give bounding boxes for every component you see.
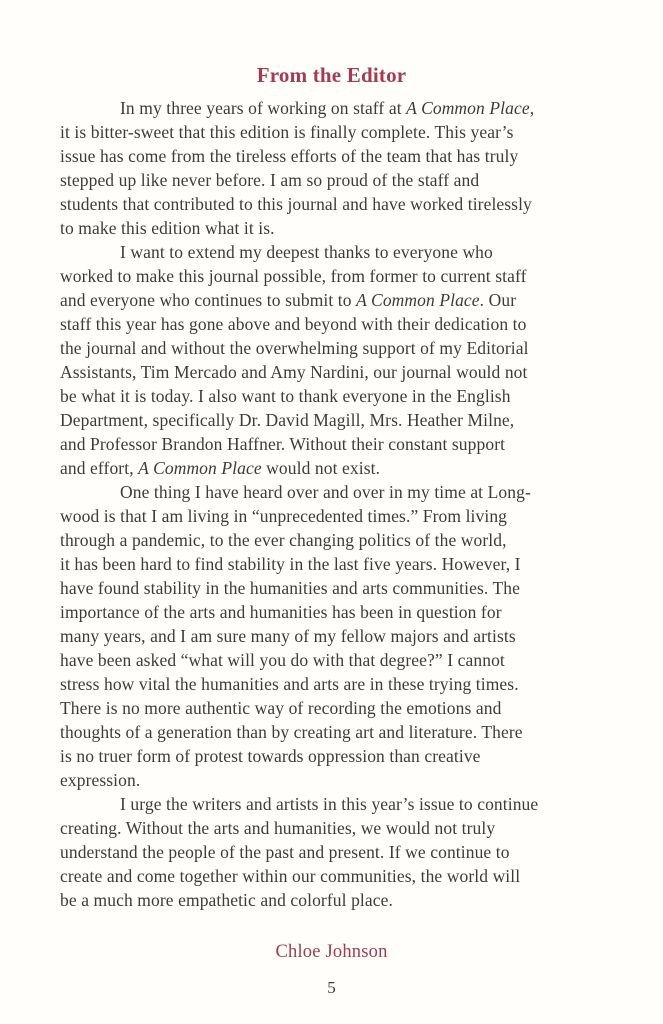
text-line — [60, 720, 605, 744]
text-run: is no truer form of protest towards oppression than creative — [60, 746, 481, 766]
text-line — [60, 168, 605, 192]
text-line — [60, 672, 605, 696]
text-line — [60, 792, 605, 816]
text-line — [60, 408, 605, 432]
text-run: it has been hard to find stability in the last five years. However, I — [60, 554, 521, 574]
text-line — [60, 744, 605, 768]
text-run: stress how vital the humanities and arts are in these trying times. — [60, 674, 519, 694]
paragraph — [60, 240, 605, 480]
text-run: importance of the arts and humanities has been in question for — [60, 602, 502, 622]
text-line — [60, 624, 605, 648]
text-run: many years, and I am sure many of my fellow majors and artists — [60, 626, 516, 646]
text-run: through a pandemic, to the ever changing politics of the world, — [60, 530, 507, 550]
text-line — [60, 384, 605, 408]
text-line — [60, 600, 605, 624]
text-line — [60, 216, 605, 240]
text-run: Department, specifically Dr. David Magill, Mrs. Heather Milne, — [60, 410, 515, 430]
text-line — [60, 768, 605, 792]
text-line — [60, 432, 605, 456]
text-run: stepped up like never before. I am so proud of the staff and — [60, 170, 480, 190]
text-run: be what it is today. I also want to thank everyone in the English — [60, 386, 511, 406]
text-line — [60, 504, 605, 528]
letter-body — [0, 96, 663, 912]
text-line — [60, 360, 605, 384]
text-run: There is no more authentic way of recording the emotions and — [60, 698, 502, 718]
text-run: to make this edition what it is. — [60, 218, 275, 238]
text-run: the journal and without the overwhelming support of my Editorial — [60, 338, 529, 358]
text-line — [60, 96, 605, 120]
text-line — [60, 120, 605, 144]
paragraph — [60, 792, 605, 912]
text-line — [60, 312, 605, 336]
text-run: wood is that I am living in “unprecedented times.” From living — [60, 506, 508, 526]
text-run: In my three years of working on staff at — [120, 98, 407, 118]
text-run: Assistants, Tim Mercado and Amy Nardini, our journal would not — [60, 362, 528, 382]
text-run: . Our — [479, 290, 517, 310]
text-run: staff this year has gone above and beyond with their dedication to — [60, 314, 527, 334]
page-number: 5 — [327, 978, 336, 997]
text-run: creating. Without the arts and humanities, we would not truly — [60, 818, 496, 838]
text-line — [60, 192, 605, 216]
text-run: expression. — [60, 770, 141, 790]
journal-title-italic: A Common Place — [356, 290, 480, 310]
text-line — [60, 144, 605, 168]
text-line — [60, 528, 605, 552]
text-run: worked to make this journal possible, from former to current staff — [60, 266, 527, 286]
text-run: One thing I have heard over and over in my time at Long- — [120, 482, 531, 502]
text-line — [60, 288, 605, 312]
text-run: understand the people of the past and present. If we continue to — [60, 842, 510, 862]
text-run: be a much more empathetic and colorful place. — [60, 890, 393, 910]
text-run: students that contributed to this journal and have worked tirelessly — [60, 194, 532, 214]
text-run: issue has come from the tireless efforts of the team that has truly — [60, 146, 519, 166]
text-run: it is bitter-sweet that this edition is finally complete. This year’s — [60, 122, 514, 142]
text-line — [60, 264, 605, 288]
journal-title-italic: A Common Place — [138, 458, 262, 478]
text-line — [60, 816, 605, 840]
paragraph — [60, 480, 605, 792]
text-line — [60, 552, 605, 576]
text-run: have found stability in the humanities and arts communities. The — [60, 578, 521, 598]
text-run: I want to extend my deepest thanks to everyone who — [120, 242, 493, 262]
paragraph — [60, 96, 605, 240]
text-run: have been asked “what will you do with that degree?” I cannot — [60, 650, 505, 670]
signature: Chloe Johnson — [275, 942, 388, 962]
text-run: , — [529, 98, 535, 118]
text-run: create and come together within our communities, the world will — [60, 866, 521, 886]
text-line — [60, 864, 605, 888]
text-line — [60, 840, 605, 864]
text-line — [60, 576, 605, 600]
text-line — [60, 480, 605, 504]
text-run: and everyone who continues to submit to — [60, 290, 357, 310]
text-line — [60, 336, 605, 360]
text-line — [60, 240, 605, 264]
text-run: thoughts of a generation than by creating art and literature. There — [60, 722, 523, 742]
text-run: and effort, — [60, 458, 139, 478]
text-line — [60, 456, 605, 480]
page-title: From the Editor — [256, 63, 407, 87]
text-run: and Professor Brandon Haffner. Without their constant support — [60, 434, 506, 454]
text-run: I urge the writers and artists in this year’s issue to continue — [120, 794, 539, 814]
text-run: would not exist. — [261, 458, 381, 478]
journal-title-italic: A Common Place — [406, 98, 530, 118]
text-line — [60, 888, 605, 912]
text-line — [60, 696, 605, 720]
text-line — [60, 648, 605, 672]
